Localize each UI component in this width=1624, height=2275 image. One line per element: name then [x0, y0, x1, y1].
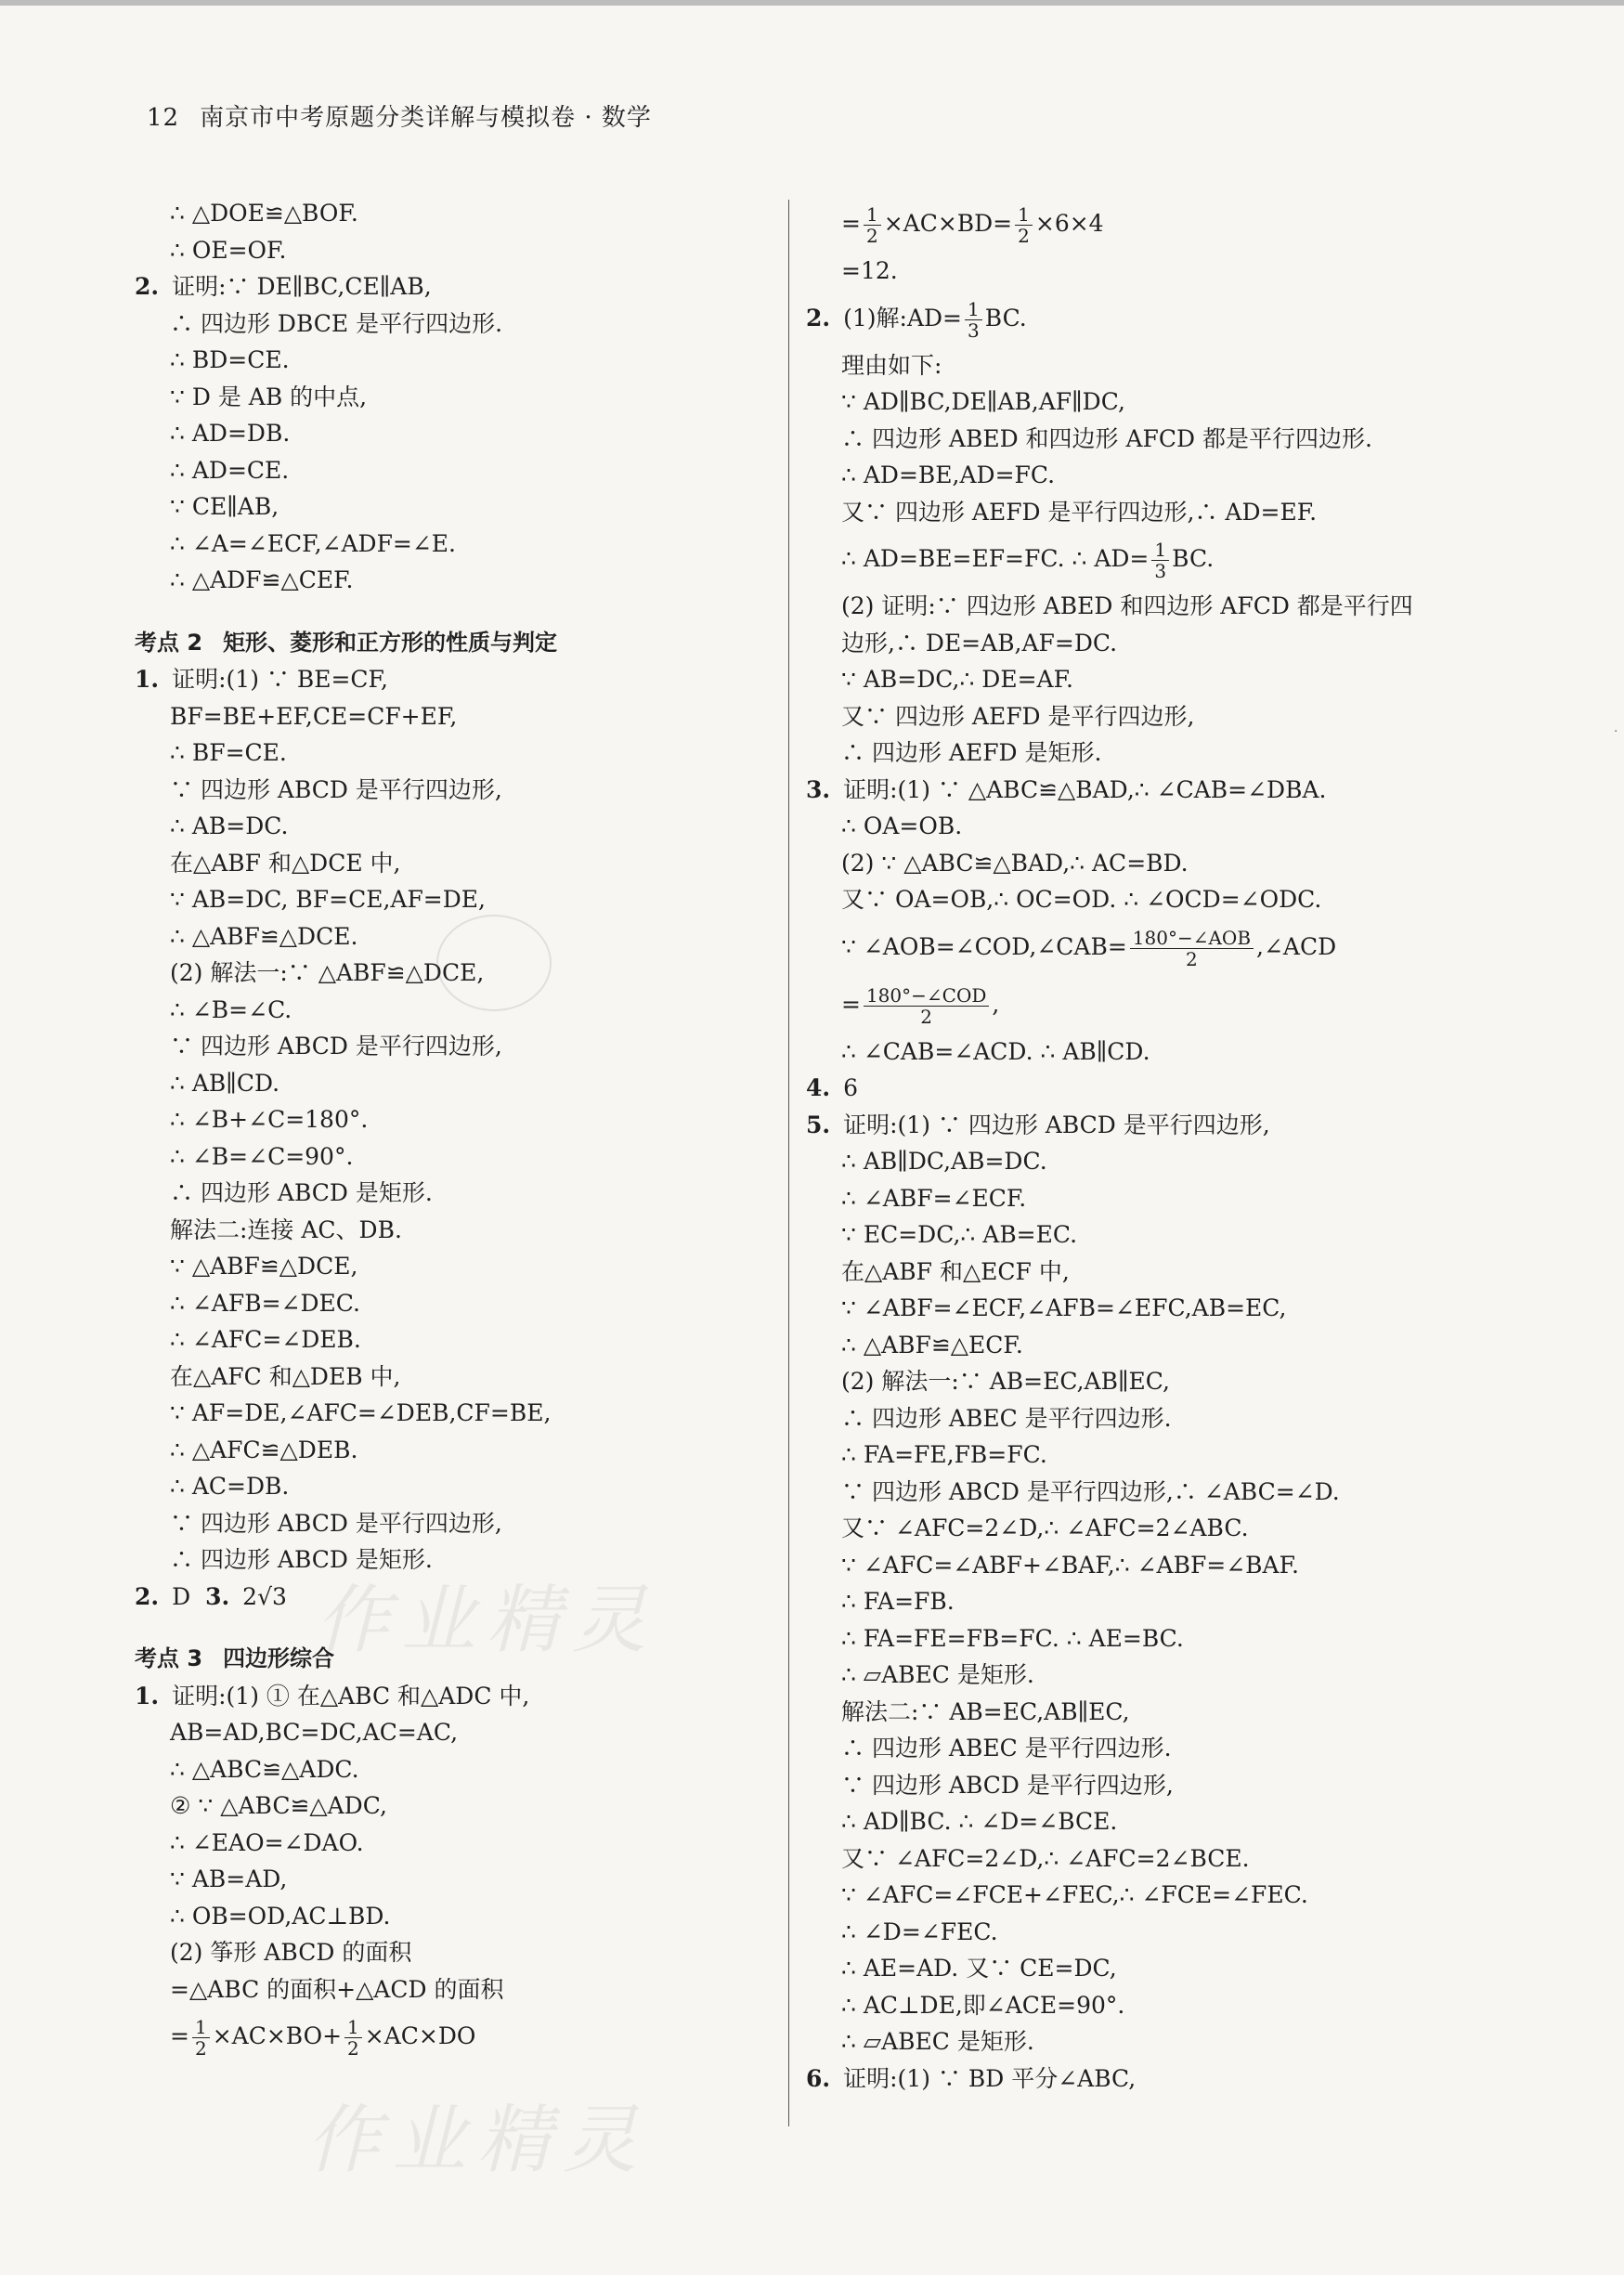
text-line: ∴ ∠D=∠FEC.	[841, 1918, 998, 1945]
text-line: ∵ AF=DE,∠AFC=∠DEB,CF=BE,	[170, 1399, 552, 1426]
text-line: ∴ ∠B+∠C=180°.	[170, 1106, 369, 1133]
book-title: 南京市中考原题分类详解与模拟卷 · 数学	[200, 104, 652, 132]
question-number: 2.	[806, 304, 831, 332]
top-border	[0, 0, 1624, 6]
text-line: 理由如下:	[841, 351, 942, 379]
text-line: ∴ ∠B=∠C=90°.	[170, 1142, 354, 1170]
question-number: 4.	[806, 1074, 831, 1101]
formula-line: = $\frac{1}{2}$ ×AC×BO+ $\frac{1}{2}$ ×AC×DO	[170, 2016, 476, 2060]
text-line: ∴ 四边形 AEFD 是矩形.	[841, 739, 1102, 766]
page-number: 12	[147, 104, 180, 132]
text-line: ∵ D 是 AB 的中点,	[170, 383, 368, 410]
text-line: ∴ FA=FB.	[841, 1588, 955, 1615]
watermark-text: 作业精灵	[316, 1577, 657, 1663]
text-line: ∵ AB=DC, BF=CE,AF=DE,	[170, 886, 486, 913]
section-title: 四边形综合	[223, 1645, 335, 1671]
text-line: ∵ 四边形 ABCD 是平行四边形,∴ ∠ABC=∠D.	[841, 1477, 1340, 1505]
text-line: ∵ △ABF≌△DCE,	[170, 1253, 358, 1280]
left-column	[135, 195, 775, 2065]
text-line: 解法二:连接 AC、DB.	[170, 1216, 402, 1243]
question-3: 3. 证明:(1) ∵ △ABC≌△BAD,∴ ∠CAB=∠DBA.	[806, 775, 1327, 803]
fraction: $\frac{1}{2}$	[192, 2017, 210, 2059]
text-line: ∴ AC⊥DE,即∠ACE=90°.	[841, 1991, 1125, 2019]
text-line: ∴ BD=CE.	[170, 346, 290, 373]
formula-line: = $\frac{1}{2}$ ×AC×BD= $\frac{1}{2}$ ×6×4	[841, 203, 1104, 247]
text-line: (2) ∵ △ABC≌△BAD,∴ AC=BD.	[841, 849, 1189, 877]
fraction: $\frac{\text{180°−∠COD}}{2}$	[864, 985, 989, 1027]
section-heading-3	[135, 1641, 775, 1678]
text-line: (2) 证明:∵ 四边形 ABED 和四边形 AFCD 都是平行四	[841, 592, 1413, 619]
text-line: ∵ ∠AFC=∠FCE+∠FEC,∴ ∠FCE=∠FEC.	[841, 1881, 1308, 1908]
fraction: $\frac{\text{180°−∠AOB}}{2}$	[1130, 928, 1254, 969]
text-line: ∵ 四边形 ABCD 是平行四边形,	[170, 775, 502, 803]
text-line: ∴ ∠A=∠ECF,∠ADF=∠E.	[170, 529, 457, 557]
text-line: ∴ ∠AFC=∠DEB.	[170, 1326, 361, 1353]
text-line: ∴ OE=OF.	[170, 236, 287, 264]
text-line: 边形,∴ DE=AB,AF=DC.	[841, 629, 1118, 656]
text-line: ∴ FA=FE,FB=FC.	[841, 1441, 1047, 1468]
question-1: 1. 证明:(1) ① 在△ABC 和△ADC 中,	[135, 1682, 530, 1710]
text-line: ∴ FA=FE=FB=FC. ∴ AE=BC.	[841, 1624, 1184, 1652]
text-line: ∴ 四边形 ABEC 是平行四边形.	[841, 1404, 1172, 1432]
question-number: 2.	[135, 1582, 160, 1610]
question-number: 1.	[135, 666, 160, 693]
watermark-stamp	[436, 915, 552, 1011]
question-4: 4. 6	[806, 1074, 859, 1101]
text-line: =△ABC 的面积+△ACD 的面积	[170, 1975, 504, 2003]
text-line: ∵ 四边形 ABCD 是平行四边形,	[841, 1771, 1174, 1799]
text-line: ∵ ∠ABF=∠ECF,∠AFB=∠EFC,AB=EC,	[841, 1294, 1287, 1321]
text-line: ∵ CE∥AB,	[170, 493, 279, 520]
text-line: ∴ ∠B=∠C.	[170, 995, 292, 1023]
text-line: ∴ ▱ABEC 是矩形.	[841, 1661, 1034, 1688]
text-line: ∴ ▱ABEC 是矩形.	[841, 2028, 1034, 2055]
text-line: ∵ EC=DC,∴ AB=EC.	[841, 1221, 1078, 1248]
text-line: ∴ △AFC≌△DEB.	[170, 1436, 358, 1463]
text-line: 在△ABF 和△DCE 中,	[170, 849, 401, 877]
text-line: ∴ ∠EAO=∠DAO.	[170, 1828, 364, 1856]
text-line: ∴ △ABF≌△ECF.	[841, 1331, 1023, 1358]
fraction: $\frac{1}{2}$	[864, 204, 881, 246]
text-line: (2) 解法一:∵ △ABF≌△DCE,	[170, 959, 485, 986]
watermark-text: 作业精灵	[306, 2097, 648, 2183]
text-line: ∴ AD=DB.	[170, 420, 291, 447]
text-line: ∴ AB=DC.	[170, 812, 289, 839]
text-line: ∴ △ABC≌△ADC.	[170, 1755, 359, 1783]
question-number: 1.	[135, 1682, 160, 1710]
question-number: 3.	[806, 775, 831, 803]
fraction: $\frac{1}{2}$	[344, 2017, 362, 2059]
formula-line: ∵ ∠AOB=∠COD,∠CAB= $\frac{\text{180°−∠AOB}}{2}$ ,∠ACD	[841, 926, 1337, 970]
text-line: ∴ AB∥CD.	[170, 1069, 280, 1097]
text-line: 在△ABF 和△ECF 中,	[841, 1257, 1070, 1285]
question-number: 2.	[135, 273, 160, 300]
question-5: 5. 证明:(1) ∵ 四边形 ABCD 是平行四边形,	[806, 1111, 1270, 1138]
section-title: 矩形、菱形和正方形的性质与判定	[223, 629, 558, 656]
fraction: $\frac{1}{3}$	[1151, 540, 1169, 581]
text-line: ∴ ∠CAB=∠ACD. ∴ AB∥CD.	[841, 1037, 1150, 1065]
text-line: ∵ AB=DC,∴ DE=AF.	[841, 666, 1073, 693]
question-2: 2. (1)解:AD= $\frac{1}{3}$ BC.	[806, 297, 1027, 342]
text-line: 又∵ ∠AFC=2∠D,∴ ∠AFC=2∠BCE.	[841, 1844, 1250, 1872]
text-line: ∴ ∠AFB=∠DEC.	[170, 1289, 360, 1317]
text-line: ∴ 四边形 ABED 和四边形 AFCD 都是平行四边形.	[841, 424, 1372, 452]
text-line: 又∵ 四边形 AEFD 是平行四边形,	[841, 702, 1195, 730]
question-number: 5.	[806, 1111, 831, 1138]
text-line: (2) 解法一:∵ AB=EC,AB∥EC,	[841, 1368, 1170, 1395]
fraction: $\frac{1}{2}$	[1015, 204, 1033, 246]
right-column	[806, 195, 1470, 2097]
text-line: ∴ AD=CE.	[170, 456, 290, 484]
question-number: 3.	[205, 1582, 230, 1610]
text-line: 又∵ 四边形 AEFD 是平行四边形,∴ AD=EF.	[841, 498, 1318, 526]
text-line: ∵ AB=AD,	[170, 1866, 288, 1892]
text-line: ∴ OA=OB.	[841, 812, 963, 839]
text-line: 又∵ OA=OB,∴ OC=OD. ∴ ∠OCD=∠ODC.	[841, 886, 1322, 913]
section-label: 考点 2	[135, 629, 203, 656]
text-line: ∴ AE=AD. 又∵ CE=DC,	[841, 1955, 1117, 1982]
question-1: 1. 证明:(1) ∵ BE=CF,	[135, 666, 388, 693]
section-label: 考点 3	[135, 1645, 203, 1671]
question-number: 6.	[806, 2064, 831, 2092]
text-line: ∴ 四边形 DBCE 是平行四边形.	[170, 309, 503, 337]
question-2: 2. 证明:∵ DE∥BC,CE∥AB,	[135, 273, 432, 300]
text-line: ∵ 四边形 ABCD 是平行四边形,	[170, 1509, 502, 1537]
text-line: ∴ AD=BE,AD=FC.	[841, 462, 1056, 488]
text-line: 解法二:∵ AB=EC,AB∥EC,	[841, 1697, 1130, 1725]
text-line: 又∵ ∠AFC=2∠D,∴ ∠AFC=2∠ABC.	[841, 1514, 1249, 1541]
text-line: ∴ 四边形 ABEC 是平行四边形.	[841, 1735, 1172, 1762]
text-line: =12.	[841, 257, 898, 284]
page-header	[147, 98, 652, 133]
text-line: ∴ 四边形 ABCD 是矩形.	[170, 1546, 433, 1573]
text-line: ∵ AD∥BC,DE∥AB,AF∥DC,	[841, 388, 1125, 415]
formula-line: = $\frac{\text{180°−∠COD}}{2}$ ,	[841, 983, 1000, 1028]
section-heading-2	[135, 625, 775, 662]
text-line: ∴ AB∥DC,AB=DC.	[841, 1148, 1047, 1175]
text-line: ∴ ∠ABF=∠ECF.	[841, 1184, 1027, 1212]
text-line: ∴ 四边形 ABCD 是矩形.	[170, 1179, 433, 1206]
text-line: ∴ AC=DB.	[170, 1473, 290, 1500]
text-line: ∴ BF=CE.	[170, 739, 287, 766]
text-line: ② ∵ △ABC≌△ADC,	[170, 1792, 387, 1819]
column-divider	[788, 200, 789, 2126]
text-line: ∴ AD∥BC. ∴ ∠D=∠BCE.	[841, 1808, 1118, 1835]
text-line: ∴ △ADF≌△CEF.	[170, 566, 354, 593]
text-line: ∴ △ABF≌△DCE.	[170, 922, 358, 950]
edge-mark: ·	[1614, 724, 1618, 739]
text-line: ∴ △DOE≌△BOF.	[170, 200, 358, 227]
text-line: ∵ ∠AFC=∠ABF+∠BAF,∴ ∠ABF=∠BAF.	[841, 1551, 1300, 1579]
text-line: AB=AD,BC=DC,AC=AC,	[170, 1719, 459, 1746]
text-line: (2) 筝形 ABCD 的面积	[170, 1939, 412, 1966]
text-line: ∴ OB=OD,AC⊥BD.	[170, 1902, 391, 1930]
answers-2-3: 2. D 3. 2√3	[135, 1582, 287, 1610]
text-line: 在△AFC 和△DEB 中,	[170, 1362, 401, 1390]
question-6: 6. 证明:(1) ∵ BD 平分∠ABC,	[806, 2064, 1137, 2092]
formula-line: ∴ AD=BE=EF=FC. ∴ AD= $\frac{1}{3}$ BC.	[841, 539, 1215, 582]
text-line: ∵ 四边形 ABCD 是平行四边形,	[170, 1033, 502, 1060]
fraction: $\frac{1}{3}$	[965, 299, 982, 341]
text-line: BF=BE+EF,CE=CF+EF,	[170, 702, 458, 730]
